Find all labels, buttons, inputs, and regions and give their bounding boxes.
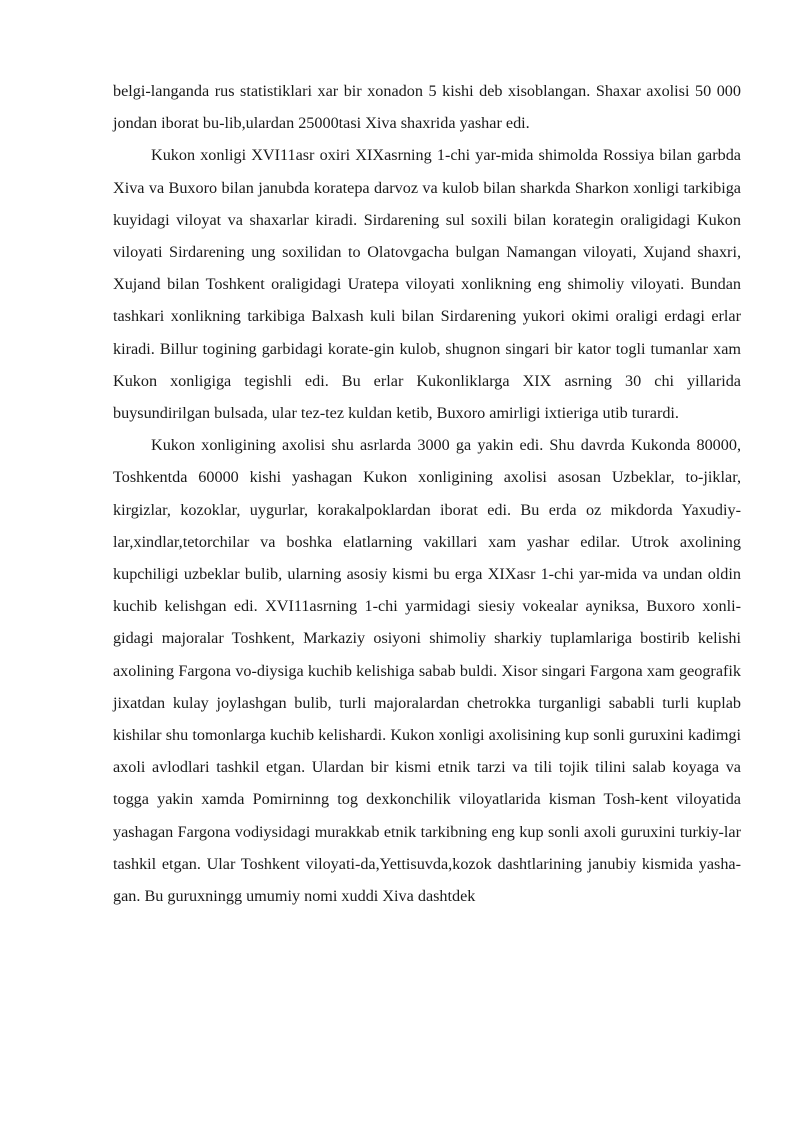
document-page [113, 75, 741, 912]
paragraph-kokand-population: Kukon xonligining axolisi shu asrlarda 3000 ga yakin edi. Shu davrda Kukonda 80000, Toshkentda 60000 kishi yashagan Kukon xonligining axolisi asosan Uzbeklar, to-jiklar, kirgizlar, kozoklar, uygurlar, korakalpoklardan iborat edi. Bu erda oz mikdorda Yaxudiy-lar,xindlar,tetorchilar va boshka elatlarning vakillari xam yashar edilar. Utrok axolining kupchiligi uzbeklar bulib, ularning asosiy kismi bu erga XIXasr 1-chi yar-mida va undan oldin kuchib kelishgan edi. XVI11asrning 1-chi yarmidagi siesiy vokealar ayniksa, Buxoro xonli-gidagi majoralar Toshkent, Markaziy osiyoni shimoliy sharkiy tuplamlariga bostirib kelishi axolining Fargona vo-diysiga kuchib kelishiga sabab buldi. Xisor singari Fargona xam geografik jixatdan kulay joylashgan bulib, turli majoralardan chetrokka turganligi sababli turli kuplab kishilar shu tomonlarga kuchib kelishardi. Kukon xonligi axolisining kup sonli guruxini kadimgi axoli avlodlari tashkil etgan. Ulardan bir kismi etnik tarzi va tili tojik tilini salab koyaga va togga yakin xamda Pomirninng tog dexkonchilik viloyatlarida kisman Tosh-kent viloyatida yashagan Fargona vodiysidagi murakkab etnik tarkibning eng kup sonli axoli guruxini turkiy-lar tashkil etgan. Ular Toshkent viloyati-da,Yettisuvda,kozok dashtlarining janubiy kismida yasha-gan. Bu guruxningg umumiy nomi xuddi Xiva dashtdek [113, 436, 741, 906]
paragraph-population-continued: belgi-langanda rus statistiklari xar bir xonadon 5 kishi deb xisoblangan. Shaxar axolisi 50 000 jondan iborat bu-lib,ulardan 25000tasi Xiva shaxrida yashar edi. [113, 82, 741, 133]
paragraph-kokand-territory: Kukon xonligi XVI11asr oxiri XIXasrning 1-chi yar-mida shimolda Rossiya bilan garbda Xiva va Buxoro bilan janubda koratepa darvoz va kulob bilan sharkda Sharkon xonligi tarkibiga kuyidagi viloyat va shaxarlar kiradi. Sirdarening sul soxili bilan korategin oraligidagi Kukon viloyati Sirdarening ung soxilidan to Olatovgacha bulgan Namangan viloyati, Xujand shaxri, Xujand bilan Toshkent oraligidagi Uratepa viloyati xonlikning eng shimoliy viloyati. Bundan tashkari xonlikning tarkibiga Balxash kuli bilan Sirdarening yukori okimi oraligi erdagi erlar kiradi. Billur togining garbidagi korate-gin kulob, shugnon singari bir kator togli tumanlar xam Kukon xonligiga tegishli edi. Bu erlar Kukonliklarga XIX asrning 30 chi yillarida buysundirilgan bulsada, ular tez-tez kuldan ketib, Buxoro amirligi ixtieriga utib turardi. [113, 146, 741, 423]
